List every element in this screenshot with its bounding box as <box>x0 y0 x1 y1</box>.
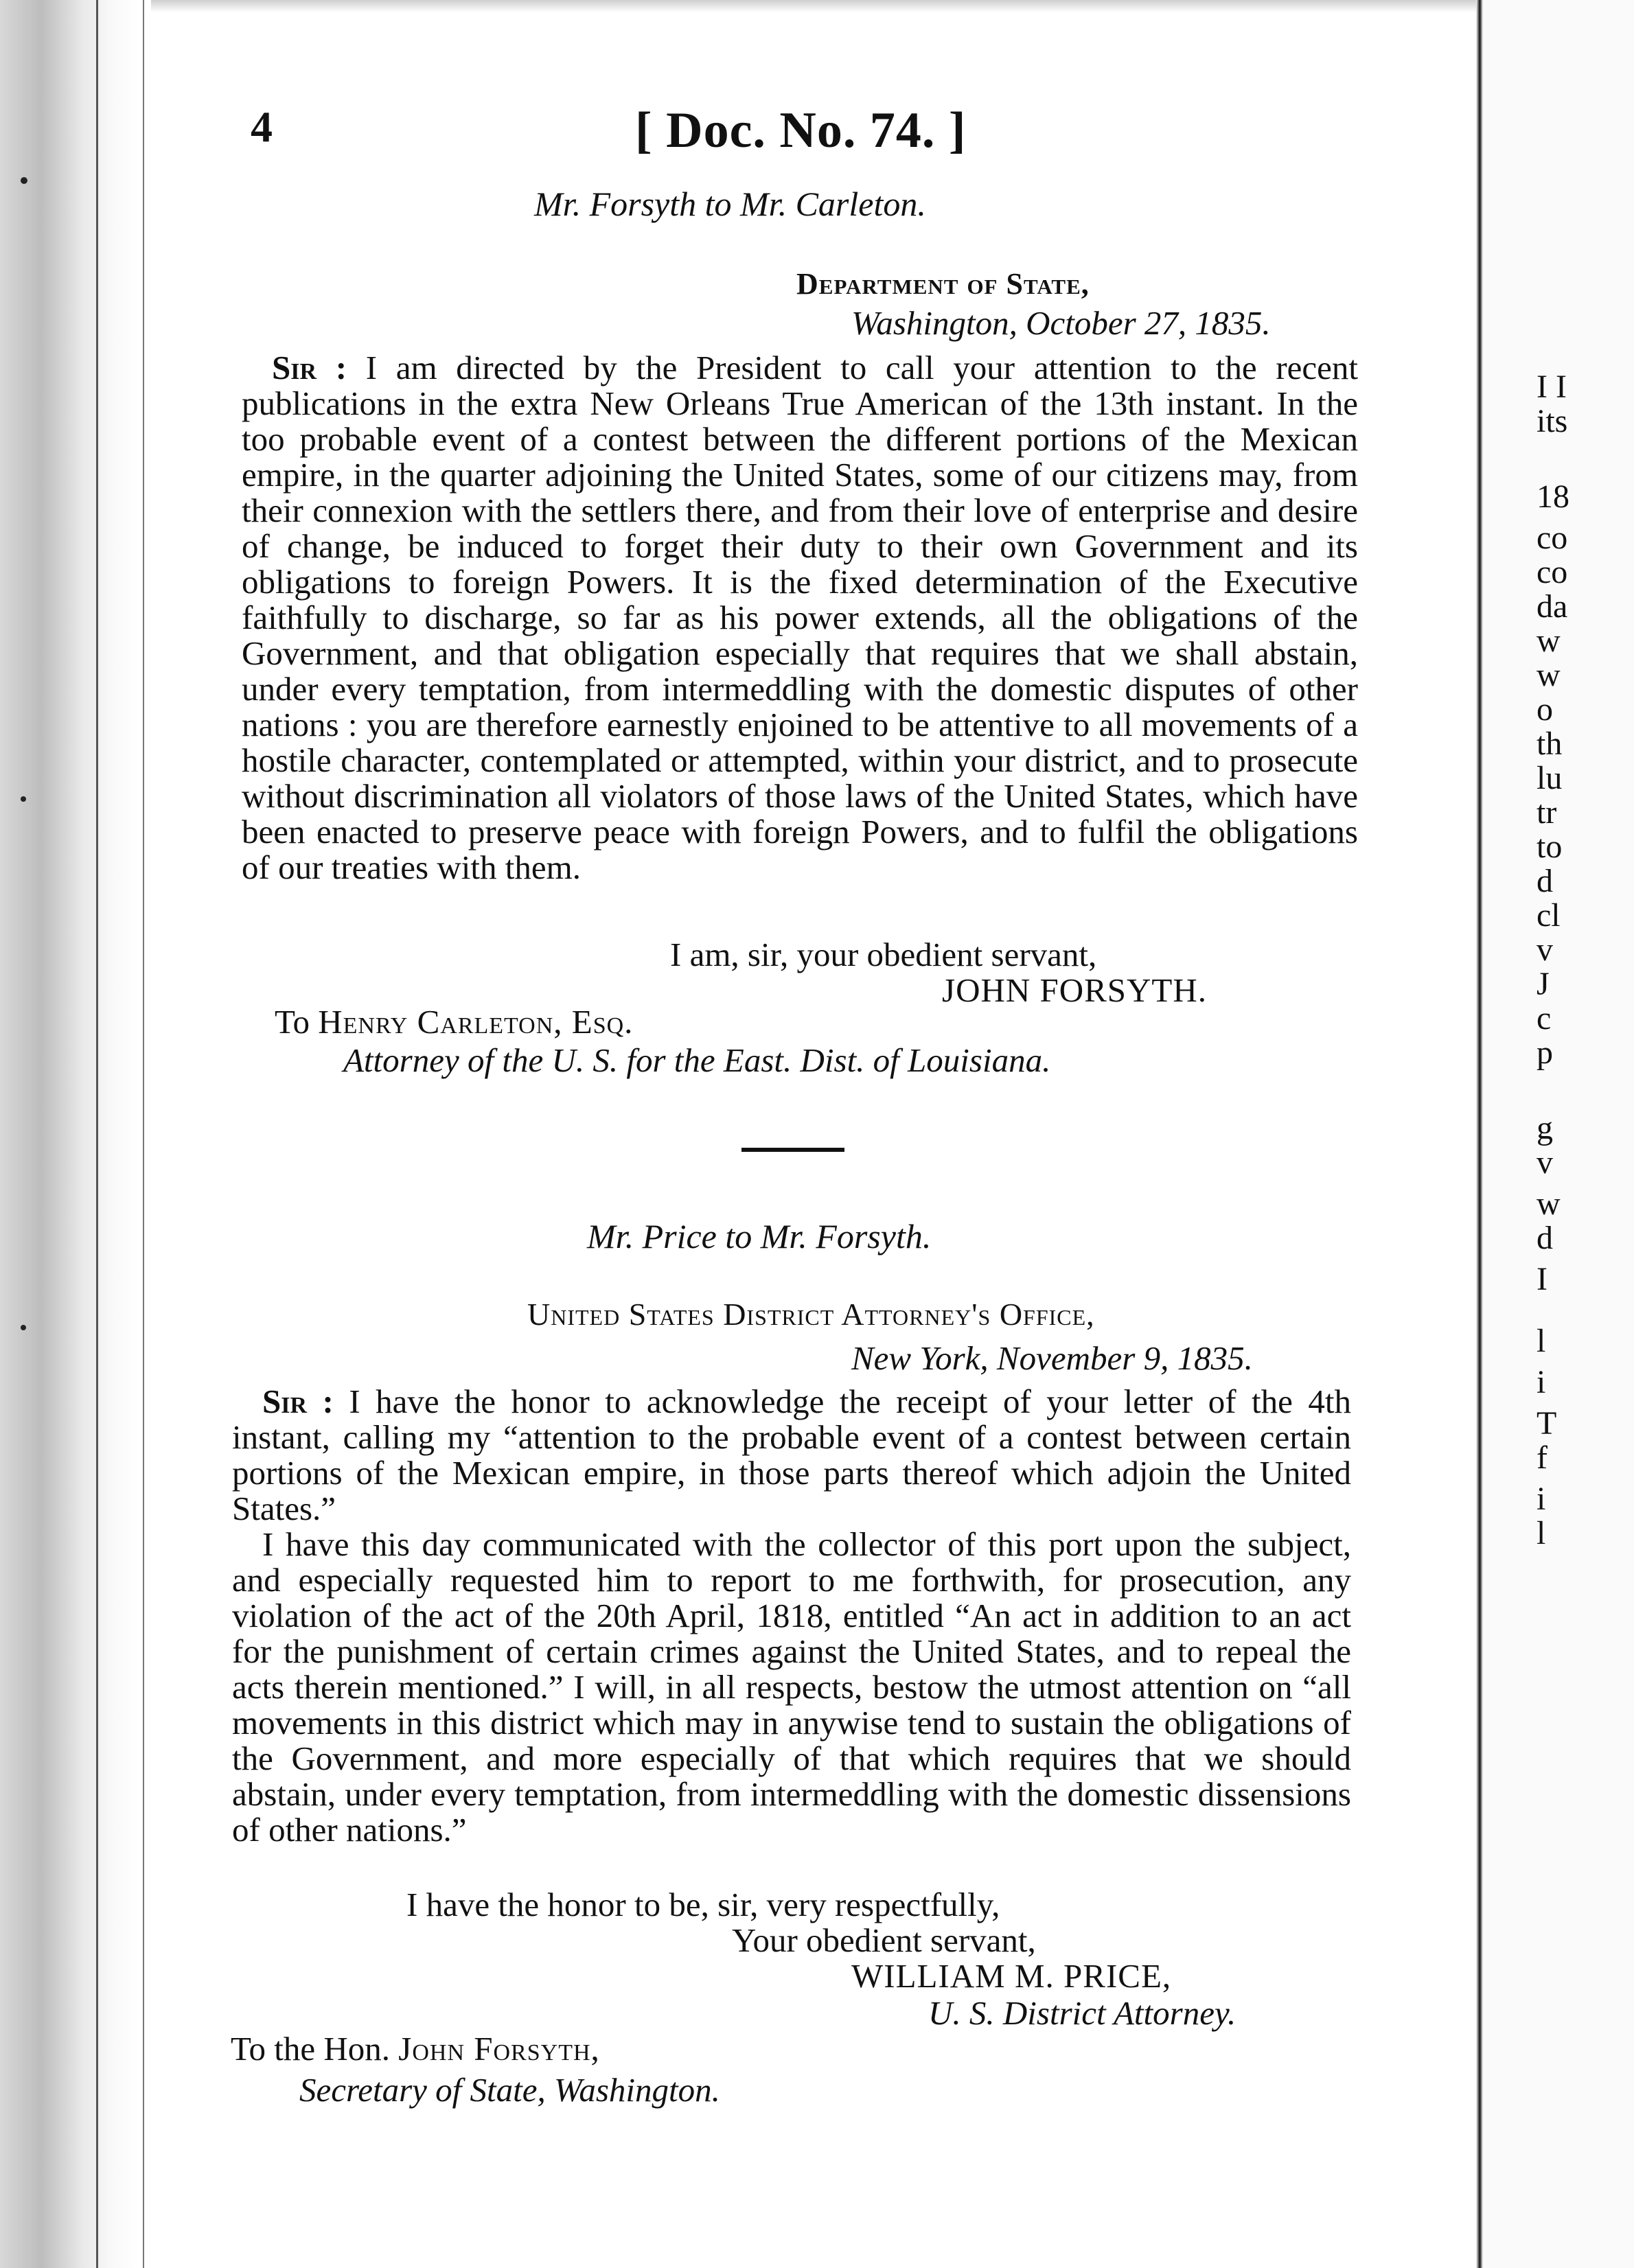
letter2-para2: I have this day communicated with the collector of this port upon the subject, and especially requested him to report to me forthwith, for prosecution, any violation of the act of the 20th April, 1818, entitled “An act in addition to an act for the punishment of certain crimes against the United States, and to repeal the acts therein mentioned.” I will, in all respects, bestow the utmost attention on “all movements in this district which may in anywise tend to sustain the obligations of the Government, and more especially of that which requires that we should abstain, under every temptation, from intermeddling with the domestic dissensions of other nations.” <box>232 1525 1351 1849</box>
next-page-fragment: 18 <box>1537 478 1569 515</box>
letter2-title: Mr. Price to Mr. Forsyth. <box>587 1217 932 1256</box>
next-page-fragment: th <box>1537 726 1563 762</box>
letter2-salutation: Sir : <box>262 1382 334 1420</box>
next-page-fragment: tr <box>1537 794 1557 831</box>
letter2-para1: I have the honor to acknowledge the receipt of your letter of the 4th instant, calling my “attention to the probable event of a contest between certain portions of the Mexican empire, in those parts thereof which adjoin the United States.” <box>232 1382 1352 1527</box>
next-page-fragment: g <box>1537 1110 1553 1146</box>
next-page-fragment: its <box>1537 403 1568 439</box>
letter2-addressee <box>231 2029 600 2068</box>
letter1-dateline-date: Washington, October 27, 1835. <box>851 304 1271 342</box>
doc-number-header: [ Doc. No. 74. ] <box>635 102 967 159</box>
next-page-fragment: d <box>1537 1220 1553 1256</box>
letter2-addressee-name: John Forsyth, <box>398 2030 600 2068</box>
next-page-fragment: o <box>1537 691 1553 728</box>
letter2-addressee-prefix: To the Hon. <box>231 2030 391 2068</box>
next-page-fragment: w <box>1537 1185 1561 1222</box>
next-page-fragment: w <box>1537 657 1561 693</box>
next-page-fragment: co <box>1537 520 1568 556</box>
next-page-fragment: i <box>1537 1481 1546 1517</box>
section-divider <box>741 1148 844 1152</box>
letter2-addressee-title: Secretary of State, Washington. <box>299 2071 720 2109</box>
letter2-dateline-date: New York, November 9, 1835. <box>851 1339 1253 1377</box>
letter2-signature: WILLIAM M. PRICE, <box>851 1957 1172 1995</box>
next-page-fragment: i <box>1537 1364 1546 1400</box>
letter1-addressee-name: Henry Carleton, Esq. <box>318 1003 634 1041</box>
next-page-fragment: I I <box>1537 369 1567 405</box>
letter1-closing: I am, sir, your obedient servant, <box>670 936 1097 973</box>
letter1-body <box>242 350 1358 886</box>
next-page-fragment: f <box>1537 1439 1547 1476</box>
letter1-addressee <box>275 1002 633 1041</box>
page-spine <box>1476 0 1483 2268</box>
next-page-fragment: d <box>1537 863 1553 899</box>
next-page-fragment: J <box>1537 966 1550 1002</box>
letter2-dateline-office: United States District Attorney's Office, <box>527 1297 1095 1332</box>
next-page-fragment: lu <box>1537 760 1563 796</box>
next-page-fragment: co <box>1537 554 1568 590</box>
next-page-fragment: c <box>1537 1000 1552 1037</box>
letter1-signature: JOHN FORSYTH. <box>942 971 1208 1009</box>
next-page-fragment: I <box>1537 1261 1547 1297</box>
next-page-fragment: T <box>1537 1405 1557 1442</box>
letter2-body <box>232 1384 1351 1848</box>
next-page-fragment: p <box>1537 1034 1553 1071</box>
next-page-fragment: da <box>1537 588 1568 625</box>
next-page-edge <box>1483 0 1634 2268</box>
next-page-fragment: to <box>1537 829 1563 865</box>
letter2-signature-title: U. S. District Attorney. <box>928 1994 1236 2032</box>
letter1-title: Mr. Forsyth to Mr. Carleton. <box>534 185 926 223</box>
next-page-fragment: l <box>1537 1323 1546 1359</box>
next-page-fragment: cl <box>1537 897 1561 934</box>
letter1-dateline-office: Department of State, <box>796 267 1090 301</box>
letter2-closing1: I have the honor to be, sir, very respectfully, <box>406 1886 1000 1923</box>
letter1-body-text: I am directed by the President to call your attention to the recent publications in the extra New Orleans True American of the 13th instant. In the too probable event of a contest between the different portions of the Mexican empire, in the quarter adjoining the United States, some of our citizens may, from their connexion with the settlers there, and from their love of enterprise and desire of change, be induced to forget their duty to their own Government and its obligations to foreign Powers. It is the fixed determination of the Executive faithfully to discharge, so far as his power extends, all the obligations of the Government, and that obligation especially that requires that we shall abstain, under every temptation, from intermeddling with the domestic disputes of other nations : you are therefore earnestly enjoined to be attentive to all movements of a hostile character, contemplated or attempted, within your district, and to prosecute without discrimination all violators of those laws of the United States, which have been enacted to preserve peace with foreign Powers, and to fulfil the obligations of our treaties with them. <box>242 349 1358 886</box>
next-page-fragment: v <box>1537 931 1553 968</box>
letter2-closing2: Your obedient servant, <box>732 1921 1036 1959</box>
letter1-addressee-title: Attorney of the U. S. for the East. Dist. of Louisiana. <box>343 1041 1051 1079</box>
letter1-addressee-prefix: To <box>275 1003 310 1041</box>
next-page-fragment: w <box>1537 623 1561 659</box>
next-page-fragment: v <box>1537 1144 1553 1181</box>
next-page-fragment: l <box>1537 1515 1546 1551</box>
letter1-salutation: Sir : <box>272 349 347 386</box>
page-number: 4 <box>251 102 273 151</box>
